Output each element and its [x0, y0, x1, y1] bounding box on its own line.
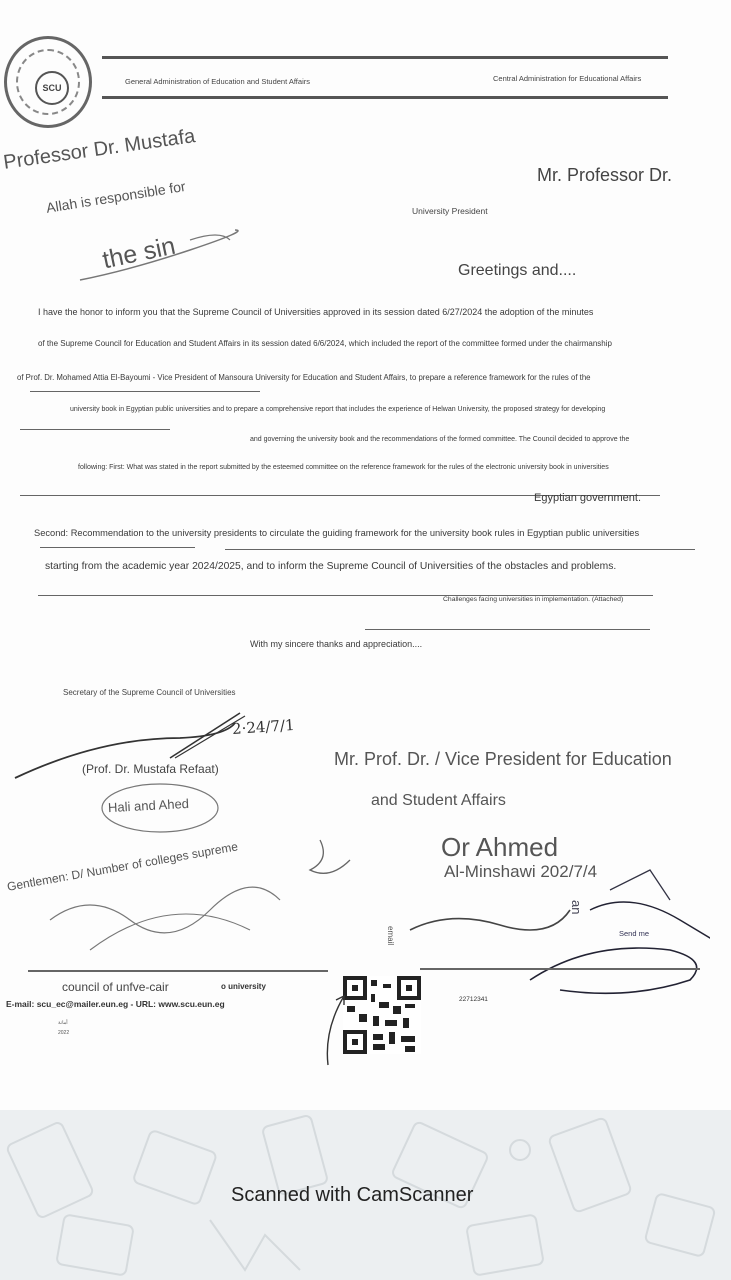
underline-1	[30, 391, 260, 392]
greeting: Greetings and....	[458, 262, 577, 279]
footer-rule-right	[420, 968, 700, 970]
gentlemen-note: Gentlemen: D/ Number of colleges supreme	[6, 839, 239, 894]
seal-text: SCU	[42, 83, 62, 93]
footer-university: o university	[221, 982, 266, 991]
body-line-4: university book in Egyptian public universities and to prepare a comprehensive report that includes the experience of Helwan University, the proposed strategy for developing	[70, 406, 606, 413]
header-rule-top	[102, 56, 668, 59]
scu-seal	[4, 36, 92, 128]
header-left-title: General Administration of Education and Student Affairs	[125, 77, 310, 86]
hali-ahed-note: Hali and Ahed	[107, 795, 190, 816]
underline-5	[225, 549, 695, 550]
signatory-role: Secretary of the Supreme Council of Universities	[63, 688, 236, 697]
referral-an: an	[569, 900, 584, 915]
body-line-1: I have the honor to inform you that the Supreme Council of Universities approved in its session dated 6/27/2024 the adoption of the minutes	[38, 307, 594, 317]
qr-code	[343, 976, 421, 1054]
email-label: email	[386, 926, 395, 946]
footer-contact: E-mail: scu_ec@mailer.eun.eg - URL: www.scu.eun.eg	[6, 999, 225, 1009]
referral-name-2: Al-Minshawi 202/7/4	[444, 862, 598, 881]
referral-line-1: Mr. Prof. Dr. / Vice President for Education	[334, 749, 672, 769]
qr-arrow	[322, 990, 352, 1070]
footer-phone: 22712341	[459, 996, 488, 1003]
referral-line-2: and Student Affairs	[371, 792, 506, 809]
body-line-10: Challenges facing universities in implementation. (Attached)	[443, 596, 624, 603]
footer-small-2: 2022	[58, 1030, 70, 1036]
thanks-line: With my sincere thanks and appreciation....	[250, 639, 423, 649]
camscanner-footer	[0, 1110, 731, 1280]
body-line-8: Second: Recommendation to the university presidents to circulate the guiding framework for the university book rules in Egyptian public universities	[34, 528, 640, 538]
header-rule-bottom	[102, 96, 668, 99]
body-line-9: starting from the academic year 2024/2025, and to inform the Supreme Council of Universities of the obstacles and problems.	[45, 561, 617, 572]
body-line-6: following: First: What was stated in the report submitted by the esteemed committee on the reference framework for the rules of the electronic university book in universities	[78, 464, 609, 471]
addressee-left-line1: Professor Dr. Mustafa	[2, 125, 197, 174]
handwriting-scribble-bottom	[30, 830, 710, 1000]
addressee-right-title: Mr. Professor Dr.	[537, 165, 673, 185]
handwriting-scribble-top	[70, 210, 240, 290]
referral-name-1: Or Ahmed	[441, 832, 559, 862]
addressee-right-role: University President	[412, 206, 488, 216]
underline-4	[40, 547, 195, 548]
header-right-title: Central Administration for Educational Affairs	[493, 74, 642, 83]
body-line-7: Egyptian government.	[534, 492, 642, 504]
body-line-5: and governing the university book and the recommendations of the formed committee. The Council decided to approve the	[250, 436, 630, 443]
referral-send-me: Send me	[619, 929, 650, 938]
underline-2	[20, 429, 170, 430]
footer-small-1: أمانة	[58, 1020, 68, 1026]
camscanner-label: Scanned with CamScanner	[231, 1184, 474, 1206]
addressee-left-line3: the sin	[100, 231, 178, 275]
addressee-left-line2: Allah is responsible for	[45, 177, 187, 216]
body-line-3: of Prof. Dr. Mohamed Attia El-Bayoumi - Vice President of Mansoura University for Education and Student Affairs, to prepare a reference framework for the rules of the	[17, 373, 591, 382]
footer-rule	[28, 970, 328, 972]
body-line-2: of the Supreme Council for Education and Student Affairs in its session dated 6/6/2024, which included the report of the committee formed under the chairmanship	[38, 339, 612, 348]
footer-council: council of unfve-cair	[62, 980, 169, 994]
signatory-name: (Prof. Dr. Mustafa Refaat)	[82, 762, 219, 776]
seal-center	[35, 71, 69, 105]
underline-7	[365, 629, 650, 630]
signature-date: 2·24/7/1	[231, 715, 296, 739]
